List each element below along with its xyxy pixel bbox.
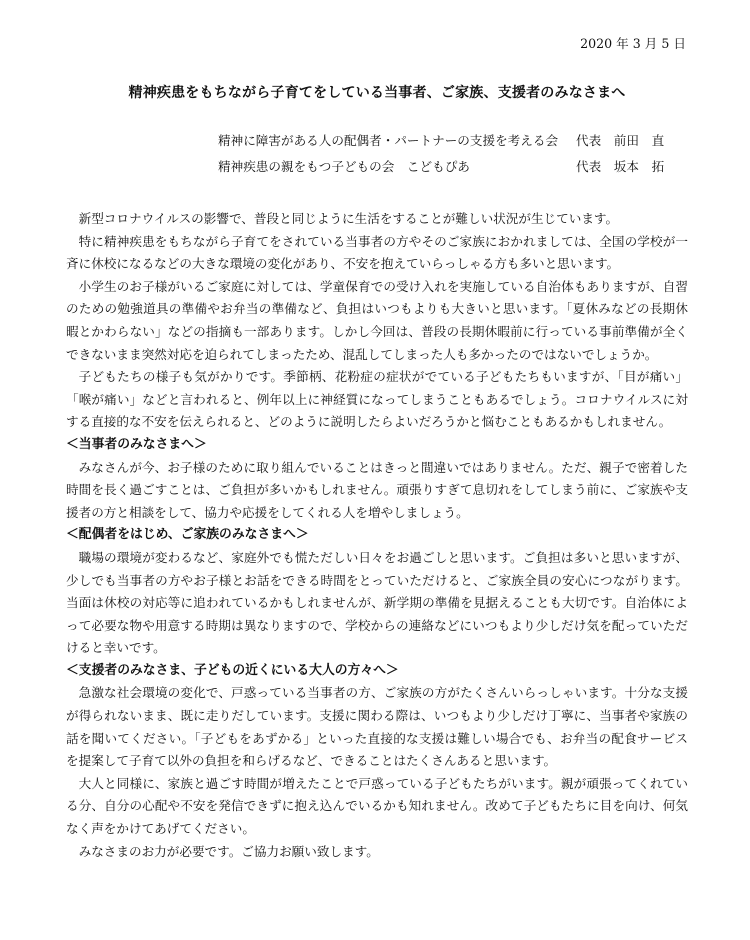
letter-title: 精神疾患をもちながら子育てをしている当事者、ご家族、支援者のみなさまへ [128,85,626,101]
letter-date: 2020 年 3 月 5 日 [580,36,686,51]
sender-organization: 精神疾患の親をもつ子どもの会 こどもぴあ [218,159,470,174]
section-heading: ＜配偶者をはじめ、ご家族のみなさまへ＞ [66,527,309,543]
closing-paragraph: みなさまのお力が必要です。ご協力お願い致します。 [78,843,379,859]
sender-organization: 精神に障害がある人の配偶者・パートナーの支援を考える会 [218,133,559,148]
intro-paragraph: 子どもたちの様子も気がかりです。季節柄、花粉症の症状がでている子どもたちもいますが、「目が痛い」「喉が痛い」などと言われると、例年以上に神経質になってしまうこともあるでしょう。コロナウイルスに対する直接的な不安を伝えられると、どのように説明したらよいだろうかと悩むこともあるかもしれません。 [66,369,688,430]
intro-paragraph: 小学生のお子様がいるご家庭に対しては、学童保育での受け入れを実施している自治体もありますが、自習のための勉強道具の準備やお弁当の準備など、負担はいつもよりも大きいと思います。「夏休みなどの長期休暇とかわらない」などの指摘も一部あります。しかし今回は、普段の長期休暇前に行っている事前準備が全くできないまま突然対応を迫られてしまったため、混乱してしまった人も多かったのではないでしょうか。 [66,278,688,362]
sender-block [66,128,688,180]
section-paragraph: 大人と同様に、家族と過ごす時間が増えたことで戸惑っている子どもたちがいます。親が頑張ってくれている分、自分の心配や不安を発信できずに抱え込んでいるかも知れません。改めて子どもたちに目を向け、何気なく声をかけてあげてください。 [66,775,688,837]
representative-name: 前田 直 [613,133,665,148]
letter-body [66,208,688,863]
sender-line [218,128,688,154]
representative-name: 坂本 拓 [613,159,665,174]
representative-label: 代表 [576,133,602,148]
sender-representative [576,128,688,154]
section-paragraph: 職場の環境が変わるなど、家庭外でも慌ただしい日々をお過ごしと思います。ご負担は多いと思いますが、少しでも当事者の方やお子様とお話をできる時間をとっていただけると、ご家族全員の安心につながります。当面は休校の対応等に追われているかもしれませんが、新学期の準備を見据えることも大切です。自治体によって必要な物や用意する時期は異なりますので、学校からの連絡などにいつもより少しだけ気を配っていただけると幸いです。 [66,549,688,656]
section-heading: ＜支援者のみなさま、子どもの近くにいる大人の方々へ＞ [66,662,399,678]
intro-paragraph: 特に精神疾患をもちながら子育てをされている当事者の方やそのご家族におかれましては、全国の学校が一斉に休校になるなどの大きな環境の変化があり、不安を抱えていらっしゃる方も多いと思います。 [66,233,688,272]
sender-representative [576,154,688,180]
representative-label: 代表 [576,159,602,174]
intro-paragraph: 新型コロナウイルスの影響で、普段と同じように生活をすることが難しい状況が生じています。 [78,211,619,226]
section-paragraph: みなさんが今、お子様のために取り組んでいることはきっと間違いではありません。ただ、親子で密着した時間を長く過ごすことは、ご負担が多いかもしれません。頑張りすぎて息切れをしてしまう前に、ご家族や支援者の方と相談をして、協力や応援をしてくれる人を増やしましょう。 [66,459,688,520]
section-paragraph: 急激な社会環境の変化で、戸惑っている当事者の方、ご家族の方がたくさんいらっしゃいます。十分な支援が得られないまま、既に走りだしています。支援に関わる際は、いつもより少しだけ丁寧に、当事者や家族の話を聞いてください。「子どもをあずかる」といった直接的な支援は難しい場合でも、お弁当の配食サービスを提案して子育て以外の負担を和らげるなど、できることはたくさんあると思います。 [66,685,688,769]
sender-line [218,154,688,180]
section-heading: ＜当事者のみなさまへ＞ [66,436,207,452]
